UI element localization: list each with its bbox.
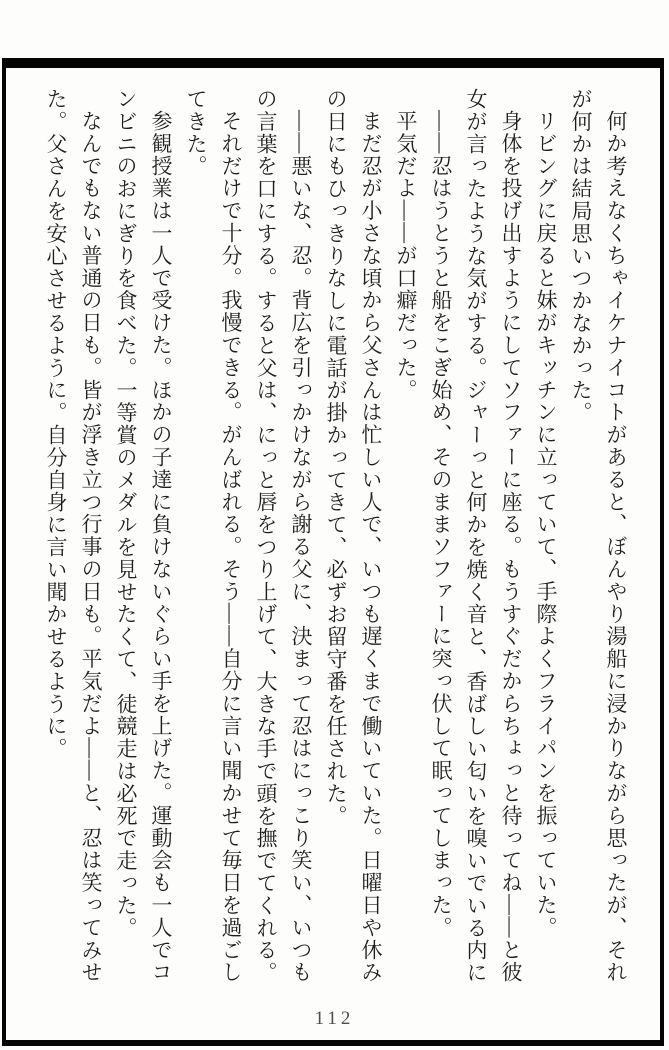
text-line: てきた。 (184, 88, 208, 178)
text-line: 身体を投げ出すようにしてソファーに座る。もうすぐだからちょっと待ってね――と彼 (499, 110, 523, 984)
text-line: 平気だよ――が口癖だった。 (394, 110, 418, 402)
text-line: 女が言ったような気がする。ジャーっと何かを焼く音と、香ばしい匂いを嗅いでいる内に (464, 88, 488, 984)
text-line: それだけで十分。我慢できる。がんばれる。そう――自分に言い聞かせて毎日を過ごし (219, 110, 243, 984)
text-line: が何かは結局思いつかなかった。 (569, 88, 593, 424)
page-number: 112 (314, 1008, 355, 1029)
text-line: まだ忍が小さな頃から父さんは忙しい人で、いつも遅くまで働いていた。日曜日や休み (359, 110, 383, 984)
vertical-text-block (38, 88, 633, 988)
text-line: た。父さんを安心させるように。自分自身に言い聞かせるように。 (44, 88, 68, 760)
text-line: リビングに戻ると妹がキッチンに立っていて、手際よくフライパンを振っていた。 (534, 110, 558, 940)
text-line: ――忍はうとうと船をこぎ始め、そのままソファーに突っ伏して眠ってしまった。 (429, 110, 453, 940)
text-line: の日にもひっきりなしに電話が掛かってきて、必ずお留守番を任された。 (324, 88, 348, 828)
text-line: ンビニのおにぎりを食べた。一等賞のメダルを見せたくて、徒競走は必死で走った。 (114, 88, 138, 940)
text-line: 参観授業は一人で受けた。ほかの子達に負けないぐらい手を上げた。運動会も一人でコ (149, 110, 173, 984)
text-line: 何か考えなくちゃイケナイコトがあると、ぼんやり湯船に浸かりながら思ったが、それ (604, 110, 628, 984)
text-line: の言葉を口にする。すると父は、にっと唇をつり上げて、大きな手で頭を撫でてくれる。 (254, 88, 278, 984)
text-line: なんでもない普通の日も。皆が浮き立つ行事の日も。平気だよ――と、忍は笑ってみせ (79, 110, 103, 984)
text-line: ――悪いな、忍。背広を引っかけながら謝る父に、決まって忍はにっこり笑い、いつも (289, 110, 313, 984)
